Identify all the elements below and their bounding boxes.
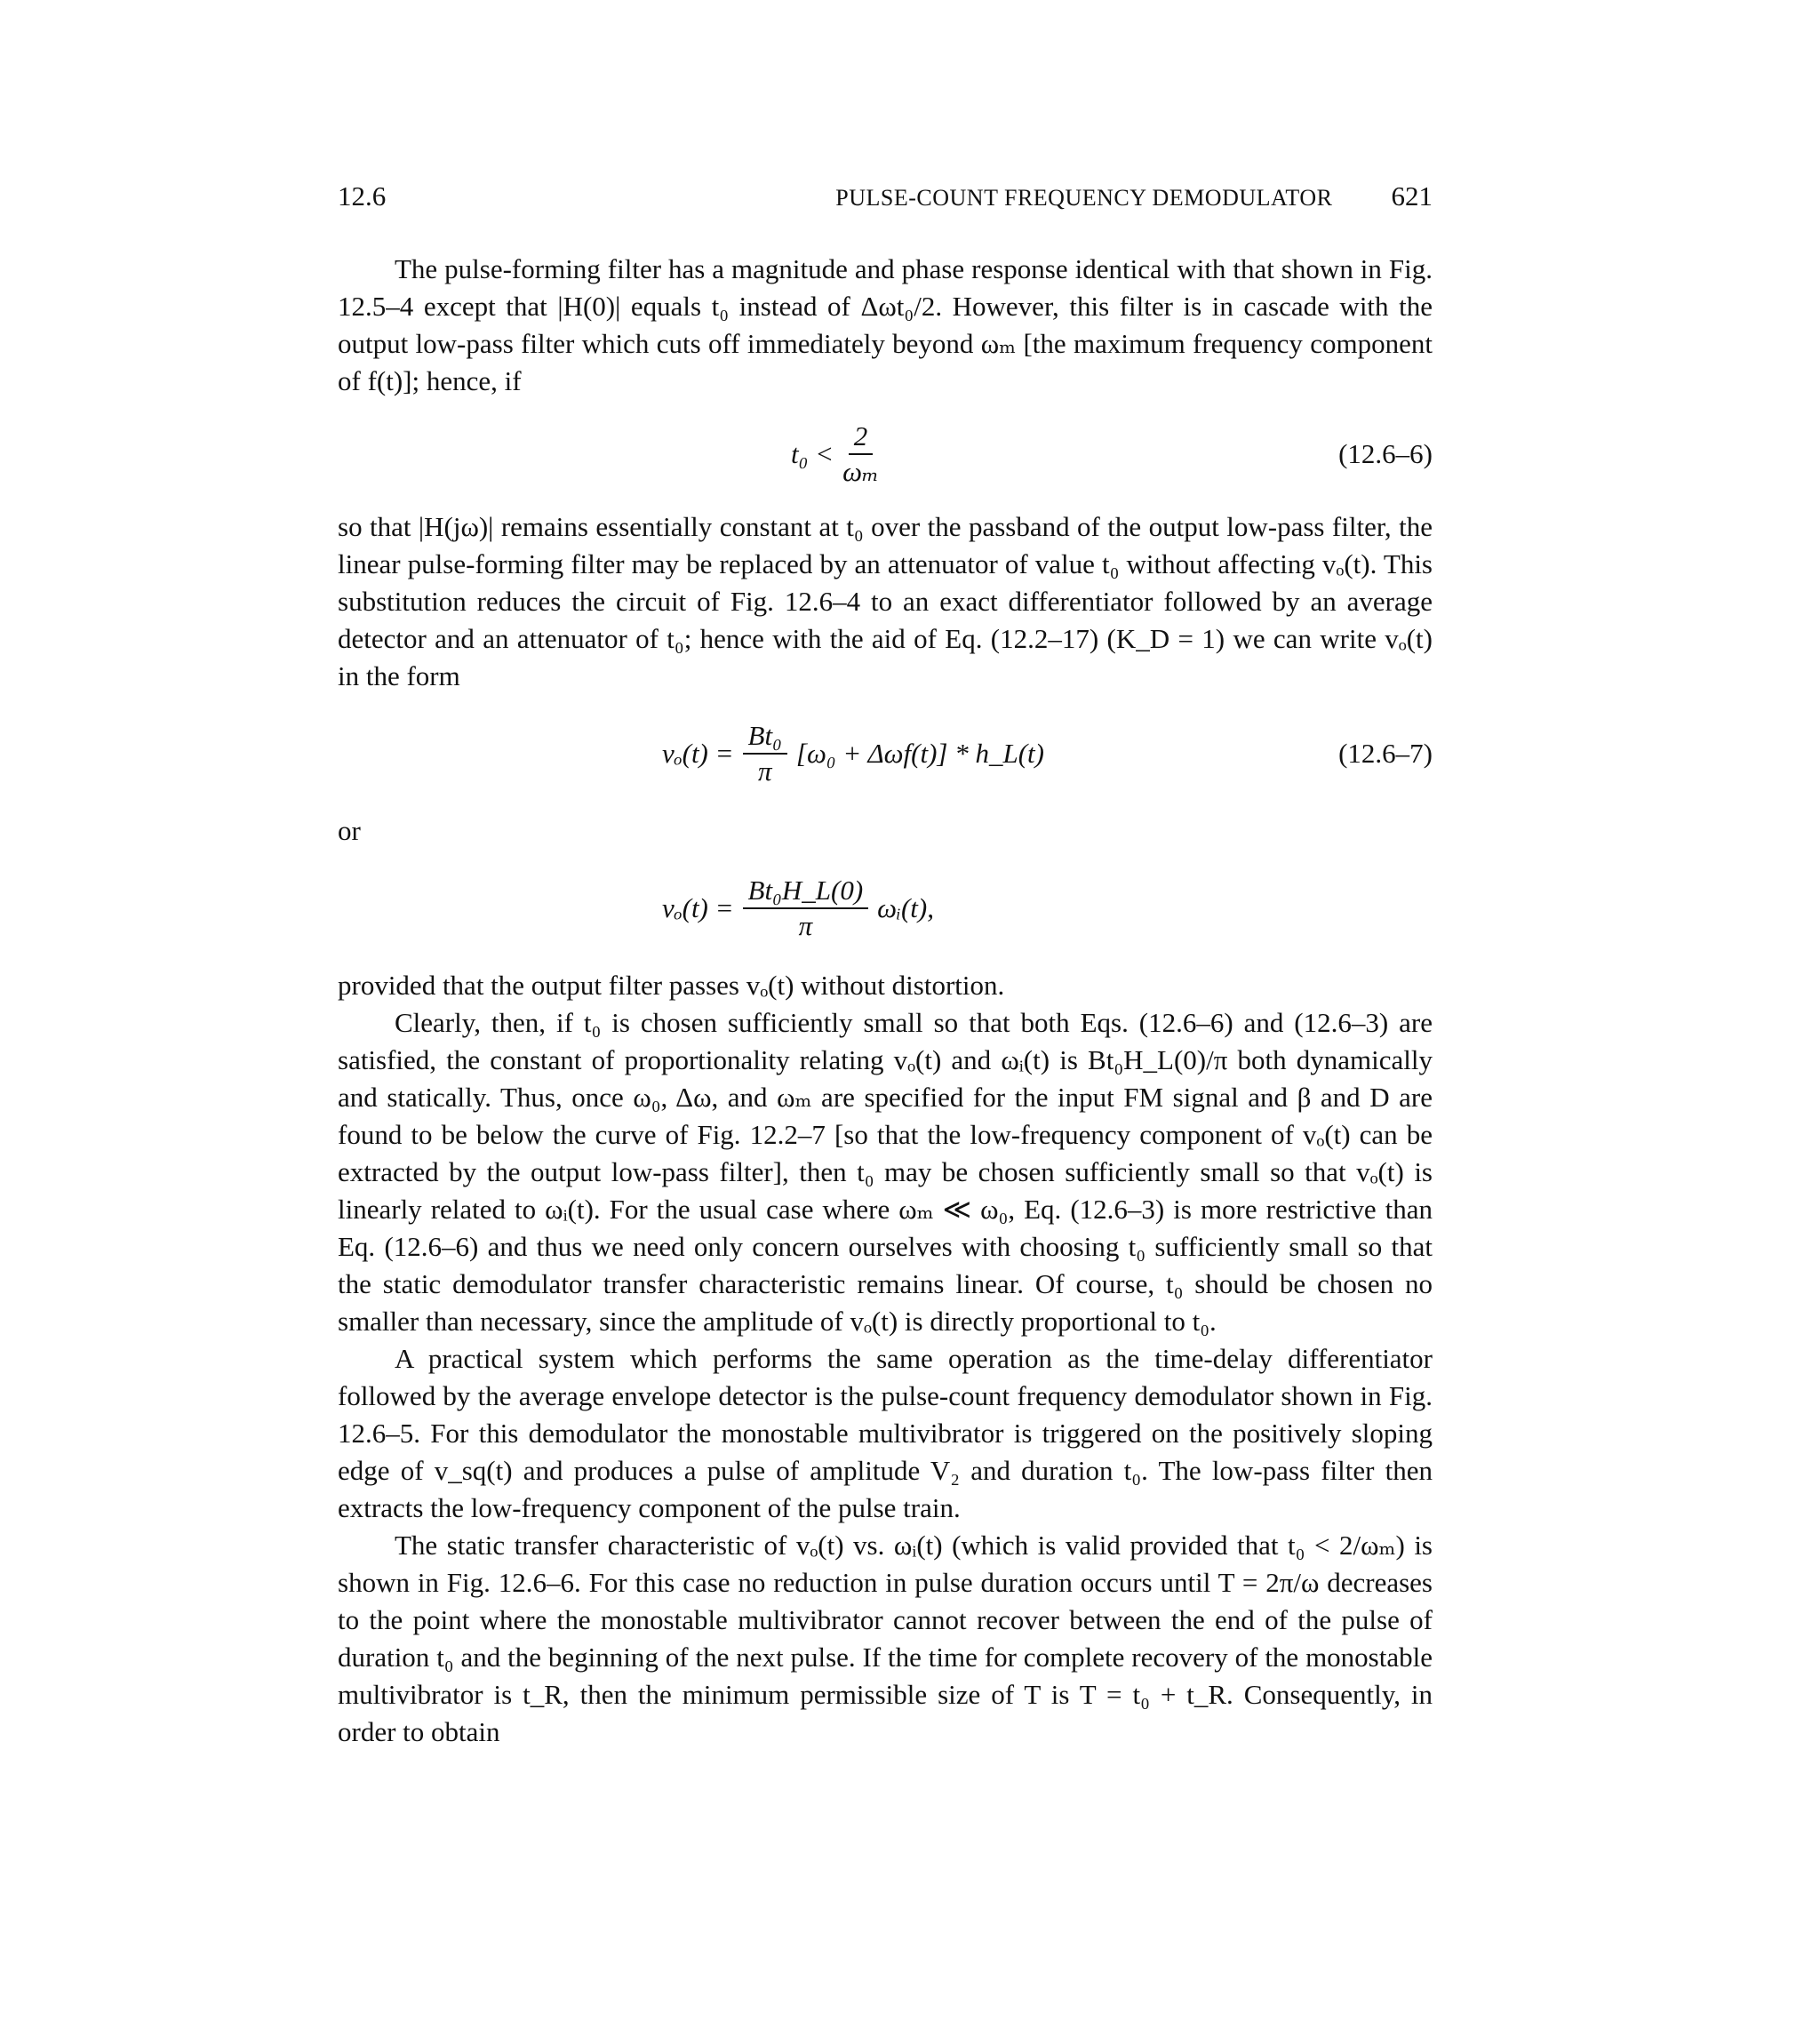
equation-12-6-7	[338, 700, 1433, 807]
eq7-rhs: [ω₀ + Δωf(t)] * h_L(t)	[795, 738, 1044, 769]
eq7-fraction	[743, 719, 787, 788]
eq6-numerator: 2	[849, 419, 874, 455]
paragraph-5: A practical system which performs the same operation as the time-delay differentiator followed by the average envelope detector is the pulse-count frequency demodulator shown in Fig. 12.6–5. For this demodulator the monostable multivibrator is triggered on the positively sloping edge of v_sq(t) and produces a pulse of amplitude V₂ and duration t₀. The low-pass filter then extracts the low-frequency component of the pulse train.	[338, 1343, 1433, 1523]
page	[338, 178, 1433, 1751]
eq7-label: (12.6–7)	[1338, 738, 1433, 769]
eq6-fraction	[842, 419, 879, 489]
eq8-lhs: vₒ(t) =	[662, 892, 734, 923]
section-number: 12.6	[338, 180, 387, 212]
eq7-numerator: Bt₀	[743, 719, 787, 755]
eq7-denominator: π	[757, 755, 772, 787]
paragraph-4: Clearly, then, if t₀ is chosen sufficiently small so that both Eqs. (12.6–6) and (12.6–3) are satisfied, the constant of proportionality relating vₒ(t) and ωᵢ(t) is Bt₀H_L(0)/π both dynamically and statically. Thus, once ω₀, Δω, and ωₘ are specified for the input FM signal and β and D are found to be below the curve of Fig. 12.2–7 [so that the low-frequency component of vₒ(t) can be extracted by the output low-pass filter], then t₀ may be chosen sufficiently small so that vₒ(t) is linearly related to ωᵢ(t). For the usual case where ωₘ ≪ ω₀, Eq. (12.6–3) is more restrictive than Eq. (12.6–6) and thus we need only concern ourselves with choosing t₀ sufficiently small so that the static demodulator transfer characteristic remains linear. Of course, t₀ should be chosen no smaller than necessary, since the amplitude of vₒ(t) is directly proportional to t₀.	[338, 1007, 1433, 1337]
paragraph-6: The static transfer characteristic of vₒ(t) vs. ωᵢ(t) (which is valid provided that t₀ < 2/ωₘ) is shown in Fig. 12.6–6. For this case no reduction in pulse duration occurs until T = 2π/ω decreases to the point where the monostable multivibrator cannot recover between the end of the pulse of duration t₀ and the beginning of the next pulse. If the time for complete recovery of the monostable multivibrator is t_R, then the minimum permissible size of T is T = t₀ + t_R. Consequently, in order to obtain	[338, 1530, 1433, 1747]
eq6-lhs: t₀ <	[791, 438, 834, 469]
paragraph-3: provided that the output filter passes vₒ(t) without distortion.	[338, 970, 1005, 1001]
paragraph-1: The pulse-forming filter has a magnitude and phase response identical with that shown in Fig. 12.5–4 except that |H(0)| equals t₀ instead of Δωt₀/2. However, this filter is in cascade with the output low-pass filter which cuts off immediately beyond ωₘ [the maximum frequency component of f(t)]; hence, if	[338, 253, 1433, 396]
eq8-fraction	[743, 874, 869, 943]
equation-unnumbered	[338, 855, 1433, 962]
paragraph-2: so that |H(jω)| remains essentially constant at t₀ over the passband of the output low-pass filter, the linear pulse-forming filter may be replaced by an attenuator of value t₀ without affecting vₒ(t). This substitution reduces the circuit of Fig. 12.6–4 to an exact differentiator followed by an average detector and an attenuator of t₀; hence with the aid of Eq. (12.2–17) (K_D = 1) we can write vₒ(t) in the form	[338, 511, 1433, 691]
running-title: PULSE-COUNT FREQUENCY DEMODULATOR	[835, 185, 1333, 211]
eq7-lhs: vₒ(t) =	[662, 738, 734, 769]
running-header	[338, 178, 1433, 217]
equation-12-6-6	[338, 405, 1433, 503]
or-connector: or	[338, 815, 361, 846]
eq6-label: (12.6–6)	[1338, 438, 1433, 469]
eq8-numerator: Bt₀H_L(0)	[743, 874, 869, 909]
eq8-denominator: π	[798, 910, 813, 941]
eq8-rhs: ωᵢ(t),	[877, 892, 934, 923]
eq6-denominator: ωₘ	[842, 456, 879, 487]
page-number: 621	[1391, 180, 1433, 212]
